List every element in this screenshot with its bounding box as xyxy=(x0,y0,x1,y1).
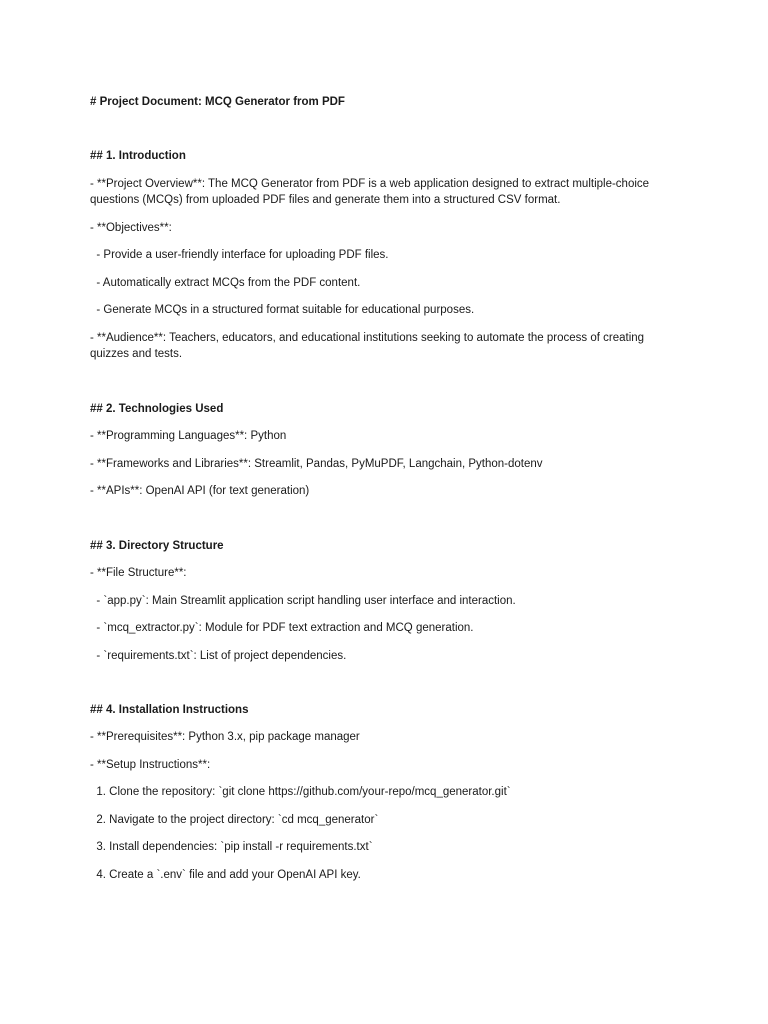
list-item: - **File Structure**: xyxy=(90,567,187,579)
list-item: 2. Navigate to the project directory: `cd mcq_generator` xyxy=(90,814,379,826)
list-item: - **Setup Instructions**: xyxy=(90,759,211,771)
list-item: - **APIs**: OpenAI API (for text generation) xyxy=(90,485,310,497)
list-item: - Generate MCQs in a structured format suitable for educational purposes. xyxy=(90,304,475,316)
section-heading-directory-structure: ## 3. Directory Structure xyxy=(90,540,224,552)
section-heading-technologies: ## 2. Technologies Used xyxy=(90,403,224,415)
section-heading-installation: ## 4. Installation Instructions xyxy=(90,704,249,716)
list-item: 1. Clone the repository: `git clone https://github.com/your-repo/mcq_generator.git` xyxy=(90,786,511,798)
list-item: - `requirements.txt`: List of project dependencies. xyxy=(90,650,347,662)
list-item: 4. Create a `.env` file and add your OpenAI API key. xyxy=(90,869,361,881)
section-heading-introduction: ## 1. Introduction xyxy=(90,150,186,162)
list-item: - **Prerequisites**: Python 3.x, pip package manager xyxy=(90,731,360,743)
list-item: - **Objectives**: xyxy=(90,222,172,234)
list-item: 3. Install dependencies: `pip install -r requirements.txt` xyxy=(90,841,373,853)
list-item: - **Frameworks and Libraries**: Streamlit, Pandas, PyMuPDF, Langchain, Python-dotenv xyxy=(90,458,543,470)
list-item: - `mcq_extractor.py`: Module for PDF text extraction and MCQ generation. xyxy=(90,622,474,634)
list-item: - **Programming Languages**: Python xyxy=(90,430,287,442)
list-item: - Automatically extract MCQs from the PDF content. xyxy=(90,277,361,289)
document-title: # Project Document: MCQ Generator from PDF xyxy=(90,96,345,108)
list-item: - `app.py`: Main Streamlit application script handling user interface and interaction. xyxy=(90,595,516,607)
list-item: - Provide a user-friendly interface for uploading PDF files. xyxy=(90,249,389,261)
list-item: - **Project Overview**: The MCQ Generator from PDF is a web application designed to extract multiple-choice questions (MCQs) from uploaded PDF files and generate them into a structured CSV format. xyxy=(90,178,653,206)
list-item: - **Audience**: Teachers, educators, and educational institutions seeking to automate the process of creating quizzes and tests. xyxy=(90,332,648,360)
